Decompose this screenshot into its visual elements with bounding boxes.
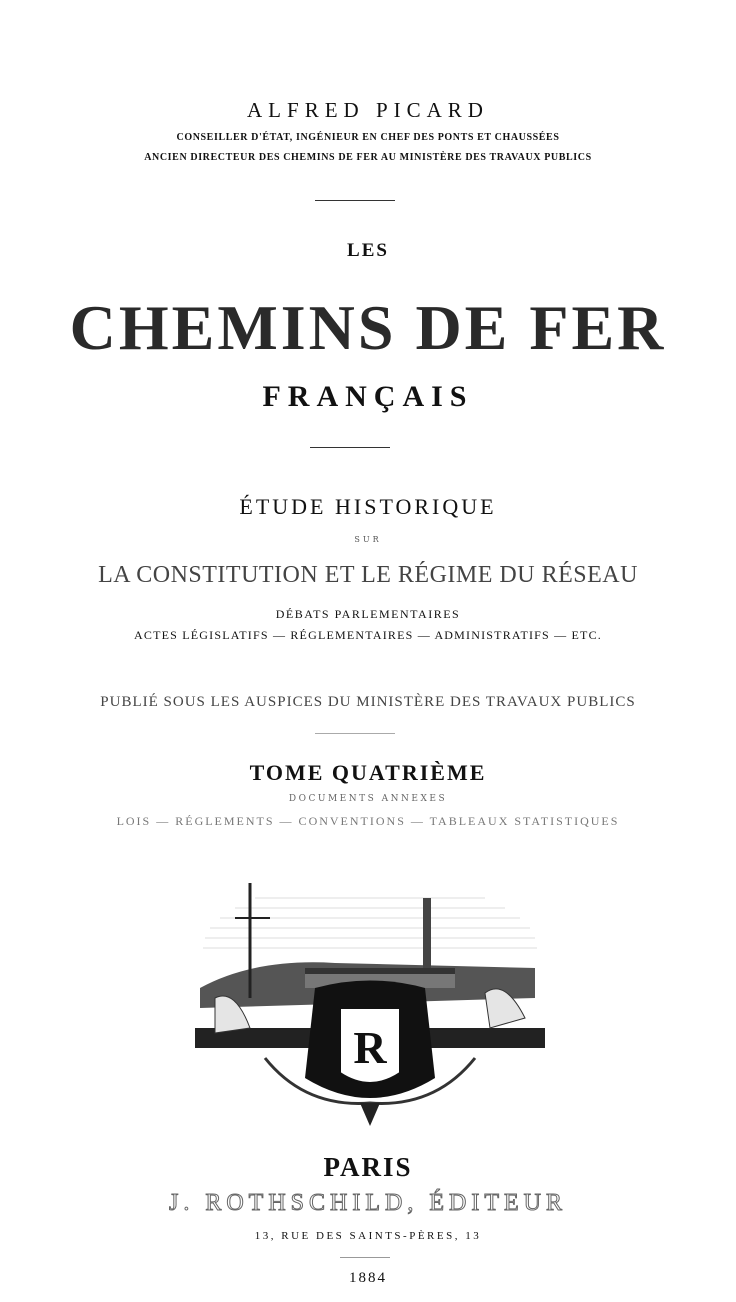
divider xyxy=(315,733,395,734)
subtitle-study: ÉTUDE HISTORIQUE xyxy=(239,494,497,519)
author-name: ALFRED PICARD xyxy=(247,98,489,122)
imprint-city: PARIS xyxy=(323,1152,413,1182)
vignette-monogram: R xyxy=(353,1022,387,1073)
subtitle-acts: ACTES LÉGISLATIFS — RÉGLEMENTAIRES — ADMINISTRATIFS — ETC. xyxy=(134,628,602,642)
imprint-address: 13, RUE DES SAINTS-PÈRES, 13 xyxy=(254,1230,482,1242)
title-pre: LES xyxy=(347,240,389,261)
subtitle-topic: LA CONSTITUTION ET LE RÉGIME DU RÉSEAU xyxy=(98,562,638,588)
volume-sections: LOIS — RÉGLEMENTS — CONVENTIONS — TABLEAUX STATISTIQUES xyxy=(116,814,620,828)
divider xyxy=(340,1257,390,1258)
engraved-vignette-illustration xyxy=(195,878,545,1128)
divider xyxy=(315,200,395,201)
imprint-year: 1884 xyxy=(349,1270,387,1286)
volume-contents: DOCUMENTS ANNEXES xyxy=(288,794,448,804)
imprint-publisher: J. ROTHSCHILD, ÉDITEUR xyxy=(169,1190,567,1216)
volume-label: TOME QUATRIÈME xyxy=(249,760,487,785)
subtitle-connector: SUR xyxy=(354,535,382,544)
title-main: CHEMINS DE FER xyxy=(69,292,667,363)
divider xyxy=(310,447,390,448)
title-post: FRANÇAIS xyxy=(262,380,474,413)
patronage-line: PUBLIÉ SOUS LES AUSPICES DU MINISTÈRE DES TRAVAUX PUBLICS xyxy=(100,694,636,710)
author-credential: CONSEILLER D'ÉTAT, INGÉNIEUR EN CHEF DES PONTS ET CHAUSSÉES xyxy=(176,132,560,143)
subtitle-debates: DÉBATS PARLEMENTAIRES xyxy=(275,607,461,621)
author-credential: ANCIEN DIRECTEUR DES CHEMINS DE FER AU MINISTÈRE DES TRAVAUX PUBLICS xyxy=(144,152,592,163)
